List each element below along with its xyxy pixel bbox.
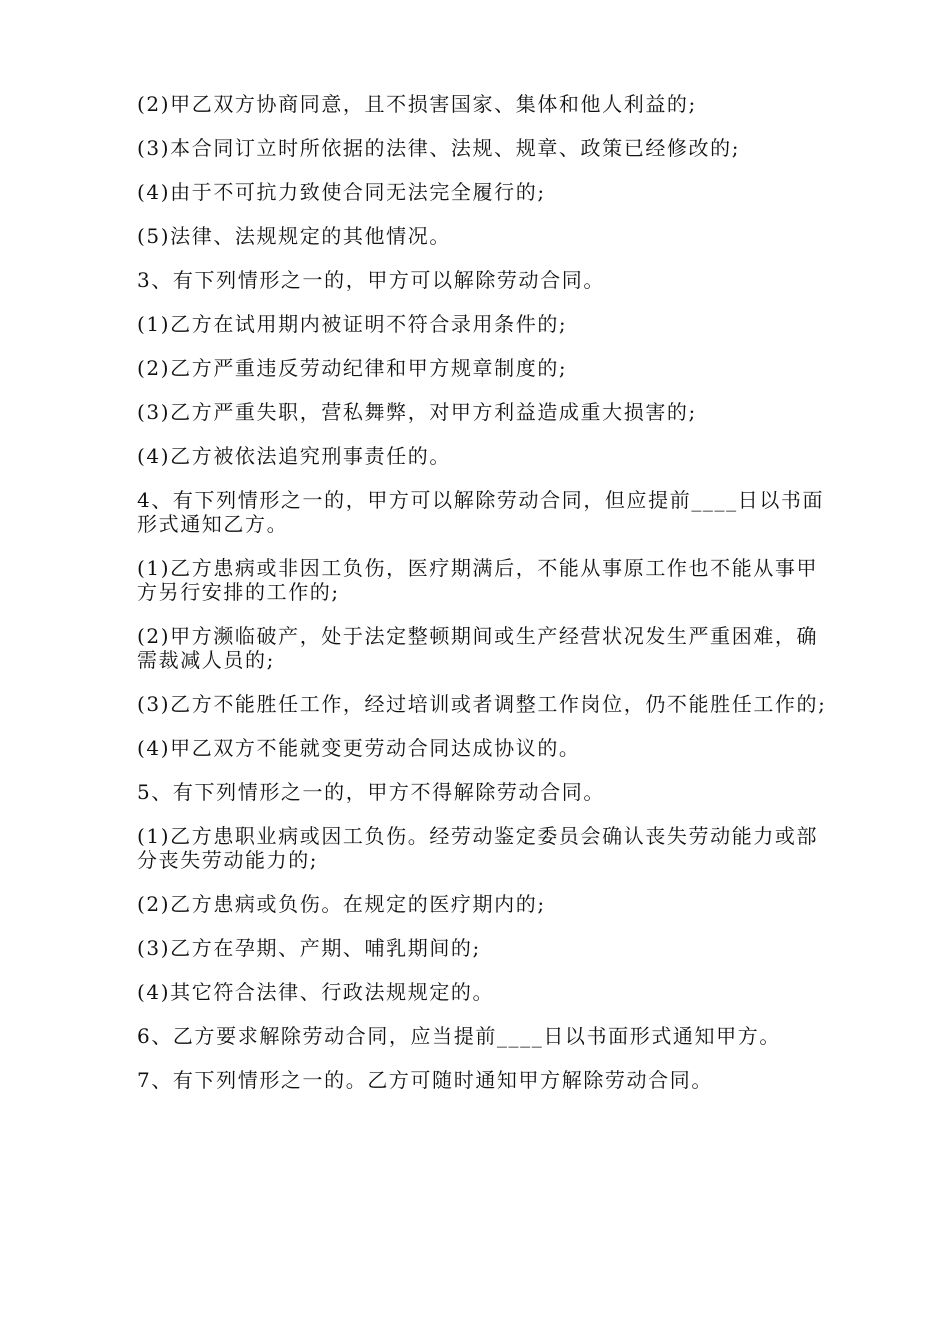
paragraph-section-6: 6、乙方要求解除劳动合同，应当提前____日以书面形式通知甲方。 [137,1024,781,1048]
paragraph-clause-3-3: (3)乙方严重失职，营私舞弊，对甲方利益造成重大损害的; [137,400,697,424]
document-body [137,92,827,1112]
paragraph-clause-3-4: (4)乙方被依法追究刑事责任的。 [137,444,451,468]
paragraph-section-7: 7、有下列情形之一的。乙方可随时通知甲方解除劳动合同。 [137,1068,713,1092]
paragraph-clause-5-2: (2)乙方患病或负伤。在规定的医疗期内的; [137,892,546,916]
paragraph-clause-2-5: (5)法律、法规规定的其他情况。 [137,224,451,248]
paragraph-clause-4-2: (2)甲方濒临破产，处于法定整顿期间或生产经营状况发生严重困难，确需裁减人员的; [137,624,819,672]
paragraph-clause-4-4: (4)甲乙双方不能就变更劳动合同达成协议的。 [137,736,581,760]
paragraph-clause-2-4: (4)由于不可抗力致使合同无法完全履行的; [137,180,546,204]
paragraph-section-5: 5、有下列情形之一的，甲方不得解除劳动合同。 [137,780,605,804]
paragraph-clause-5-3: (3)乙方在孕期、产期、哺乳期间的; [137,936,481,960]
paragraph-section-4: 4、有下列情形之一的，甲方可以解除劳动合同，但应提前____日以书面形式通知乙方。 [137,488,825,536]
paragraph-clause-3-1: (1)乙方在试用期内被证明不符合录用条件的; [137,312,568,336]
paragraph-clause-3-2: (2)乙方严重违反劳动纪律和甲方规章制度的; [137,356,568,380]
paragraph-section-3: 3、有下列情形之一的，甲方可以解除劳动合同。 [137,268,605,292]
paragraph-clause-5-4: (4)其它符合法律、行政法规规定的。 [137,980,495,1004]
paragraph-clause-4-1: (1)乙方患病或非因工负伤，医疗期满后，不能从事原工作也不能从事甲方另行安排的工作的; [137,556,819,604]
paragraph-clause-2-2: (2)甲乙双方协商同意，且不损害国家、集体和他人利益的; [137,92,697,116]
paragraph-clause-2-3: (3)本合同订立时所依据的法律、法规、规章、政策已经修改的; [137,136,741,160]
paragraph-clause-4-3: (3)乙方不能胜任工作，经过培训或者调整工作岗位，仍不能胜任工作的; [137,692,827,716]
paragraph-clause-5-1: (1)乙方患职业病或因工负伤。经劳动鉴定委员会确认丧失劳动能力或部分丧失劳动能力的; [137,824,819,872]
